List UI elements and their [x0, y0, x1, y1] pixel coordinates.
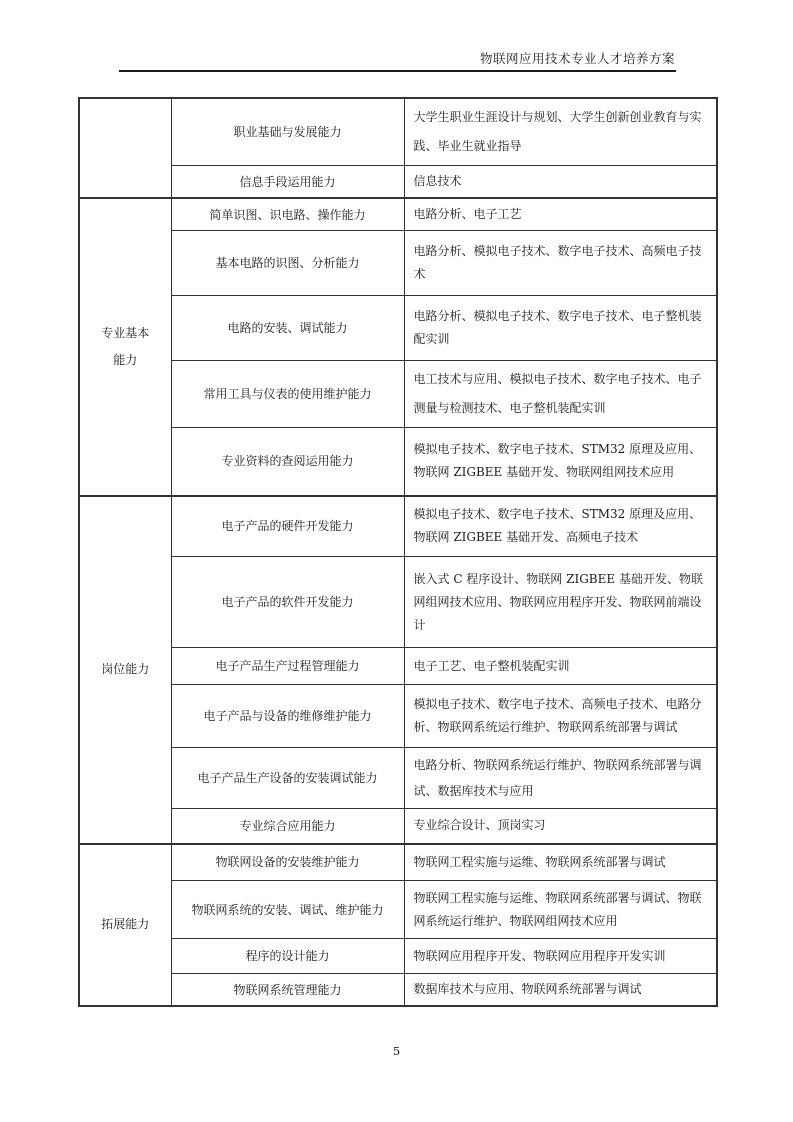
ability-course-table — [78, 97, 718, 1007]
courses-cell: 嵌入式 C 程序设计、物联网 ZIGBEE 基础开发、物联网组网技术应用、物联网应用程序开发、物联网前端设计 — [404, 557, 717, 648]
table-row — [79, 939, 717, 974]
category-cell — [79, 496, 171, 844]
ability-cell: 电路的安装、调试能力 — [171, 296, 404, 361]
ability-cell: 常用工具与仪表的使用维护能力 — [171, 361, 404, 428]
category-cell — [79, 844, 171, 1007]
table-row — [79, 648, 717, 685]
courses-cell: 数据库技术与应用、物联网系统部署与调试 — [404, 974, 717, 1007]
courses-cell: 大学生职业生涯设计与规划、大学生创新创业教育与实践、毕业生就业指导 — [404, 98, 717, 166]
courses-cell: 电子工艺、电子整机装配实训 — [404, 648, 717, 685]
table-row — [79, 557, 717, 648]
ability-cell: 电子产品的硬件开发能力 — [171, 496, 404, 557]
ability-cell: 物联网系统的安装、调试、维护能力 — [171, 881, 404, 939]
courses-cell: 电路分析、模拟电子技术、数字电子技术、高频电子技术 — [404, 231, 717, 296]
ability-cell: 物联网设备的安装维护能力 — [171, 844, 404, 881]
courses-cell: 物联网工程实施与运维、物联网系统部署与调试 — [404, 844, 717, 881]
table-row — [79, 496, 717, 557]
ability-cell: 电子产品生产过程管理能力 — [171, 648, 404, 685]
table-row — [79, 881, 717, 939]
ability-cell: 职业基础与发展能力 — [171, 98, 404, 166]
table-row — [79, 809, 717, 844]
ability-course-table-body — [79, 98, 717, 1006]
ability-cell: 物联网系统管理能力 — [171, 974, 404, 1007]
courses-cell: 电路分析、电子工艺 — [404, 198, 717, 231]
category-line: 能力 — [113, 352, 138, 367]
category-line: 岗位能力 — [101, 662, 150, 676]
ability-cell: 电子产品与设备的维修维护能力 — [171, 685, 404, 748]
courses-cell: 物联网工程实施与运维、物联网系统部署与调试、物联网系统运行维护、物联网组网技术应用 — [404, 881, 717, 939]
courses-cell: 电工技术与应用、模拟电子技术、数字电子技术、电子测量与检测技术、电子整机装配实训 — [404, 361, 717, 428]
courses-cell: 模拟电子技术、数字电子技术、STM32 原理及应用、物联网 ZIGBEE 基础开发、物联网组网技术应用 — [404, 428, 717, 496]
table-row — [79, 685, 717, 748]
ability-cell: 电子产品的软件开发能力 — [171, 557, 404, 648]
table-row — [79, 361, 717, 428]
table-row — [79, 428, 717, 496]
table-row — [79, 844, 717, 881]
category-line: 拓展能力 — [101, 917, 150, 932]
table-row — [79, 231, 717, 296]
category-line: 专业基本 — [101, 325, 150, 340]
courses-cell: 信息技术 — [404, 166, 717, 199]
ability-cell: 基本电路的识图、分析能力 — [171, 231, 404, 296]
ability-cell: 简单识图、识电路、操作能力 — [171, 198, 404, 231]
courses-cell: 电路分析、模拟电子技术、数字电子技术、电子整机装配实训 — [404, 296, 717, 361]
ability-cell: 程序的设计能力 — [171, 939, 404, 974]
category-cell — [79, 198, 171, 496]
courses-cell: 模拟电子技术、数字电子技术、STM32 原理及应用、物联网 ZIGBEE 基础开发、高频电子技术 — [404, 496, 717, 557]
ability-cell: 专业资料的查阅运用能力 — [171, 428, 404, 496]
table-row — [79, 166, 717, 199]
running-header-title: 物联网应用技术专业人才培养方案 — [479, 51, 675, 66]
ability-cell: 电子产品生产设备的安装调试能力 — [171, 748, 404, 809]
table-row — [79, 974, 717, 1007]
ability-cell: 专业综合应用能力 — [171, 809, 404, 844]
category-cell — [79, 98, 171, 198]
table-row — [79, 296, 717, 361]
courses-cell: 物联网应用程序开发、物联网应用程序开发实训 — [404, 939, 717, 974]
ability-cell: 信息手段运用能力 — [171, 166, 404, 199]
table-row — [79, 98, 717, 166]
header-rule — [119, 70, 676, 72]
page-number: 5 — [392, 1044, 401, 1058]
courses-cell: 专业综合设计、顶岗实习 — [404, 809, 717, 844]
table-row — [79, 198, 717, 231]
courses-cell: 模拟电子技术、数字电子技术、高频电子技术、电路分析、物联网系统运行维护、物联网系统部署与调试 — [404, 685, 717, 748]
table-row — [79, 748, 717, 809]
courses-cell: 电路分析、物联网系统运行维护、物联网系统部署与调试、数据库技术与应用 — [404, 748, 717, 809]
